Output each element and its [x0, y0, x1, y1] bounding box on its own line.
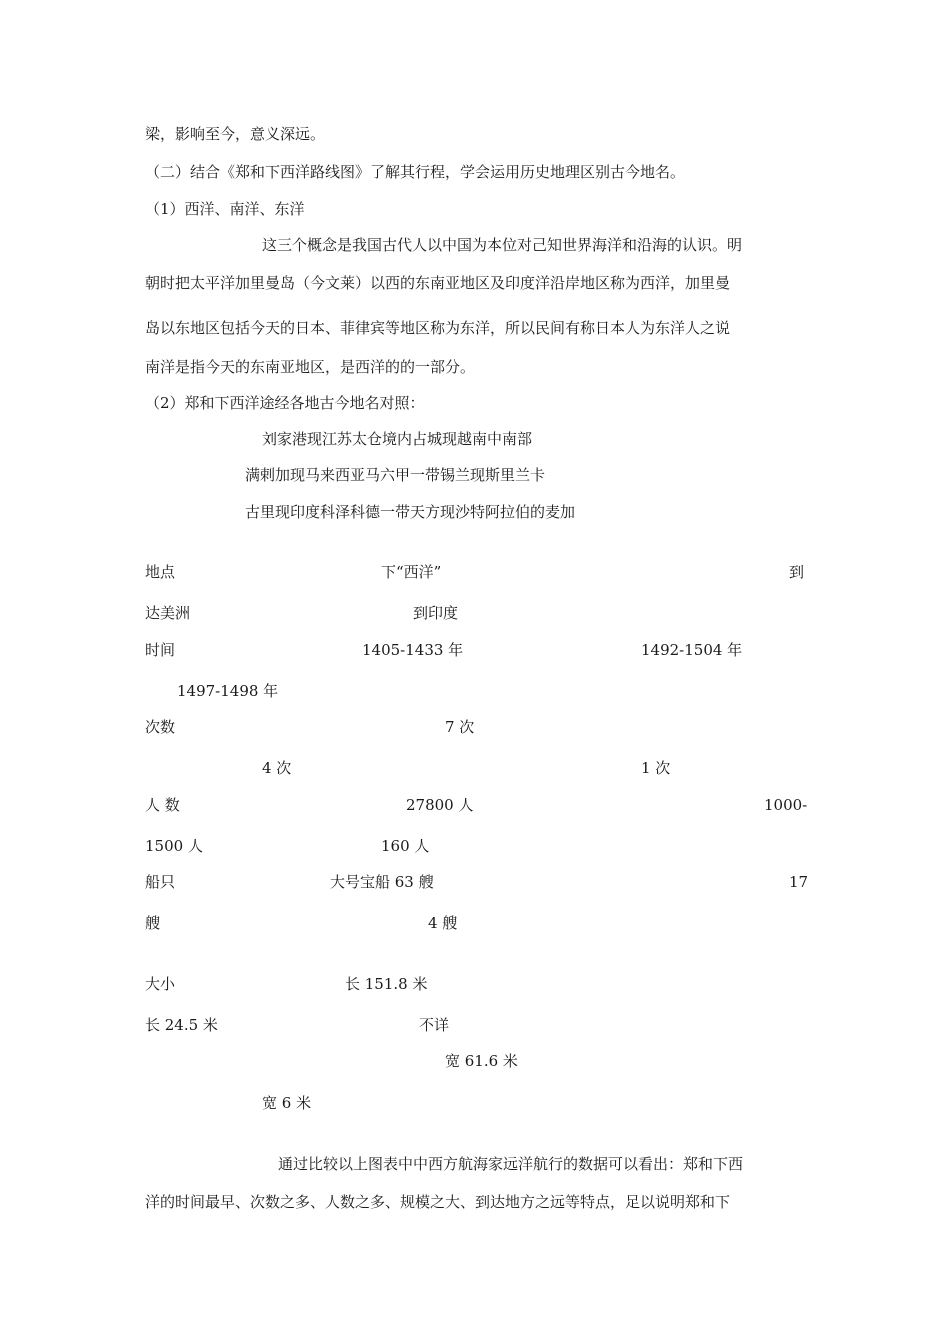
- section-2-heading: （二）结合《郑和下西洋路线图》了解其行程，学会运用历史地理区别古今地名。: [145, 163, 686, 181]
- people-zhenghe: 27800 人: [406, 796, 474, 814]
- time-zhenghe: 1405-1433 年: [362, 641, 464, 659]
- row-label-size: 大小: [145, 975, 176, 993]
- row-label-time: 时间: [145, 641, 176, 659]
- conclusion-line: 洋的时间最早、次数之多、人数之多、规模之大、到达地方之远等特点，足以说明郑和下: [145, 1193, 731, 1211]
- place-columbus-part2: 达美洲: [145, 604, 191, 622]
- place-zhenghe: 下“西洋”: [381, 563, 442, 581]
- place-name-line: 古里现印度科泽科德一带天方现沙特阿拉伯的麦加: [245, 503, 576, 521]
- people-columbus-part1: 1000-: [764, 796, 808, 814]
- time-columbus: 1492-1504 年: [641, 641, 743, 659]
- row-label-ships: 船只: [145, 873, 176, 891]
- row-label-place: 地点: [145, 563, 176, 581]
- place-name-line: 刘家港现江苏太仓境内占城现越南中南部: [262, 430, 533, 448]
- body-line: 南洋是指今天的东南亚地区，是西洋的的一部分。: [145, 358, 476, 376]
- size-columbus-length: 长 24.5 米: [145, 1016, 218, 1034]
- time-gama: 1497-1498 年: [177, 682, 279, 700]
- place-name-line: 满剌加现马来西亚马六甲一带锡兰现斯里兰卡: [245, 466, 546, 484]
- subsection-2-heading: （2）郑和下西洋途经各地古今地名对照：: [145, 394, 425, 412]
- place-columbus-part1: 到: [789, 563, 805, 581]
- size-columbus-width: 宽 6 米: [262, 1094, 312, 1112]
- subsection-1-heading: （1）西洋、南洋、东洋: [145, 200, 305, 218]
- size-zhenghe-length: 长 151.8 米: [345, 975, 428, 993]
- ships-gama: 4 艘: [428, 914, 458, 932]
- count-zhenghe: 7 次: [445, 718, 475, 736]
- row-label-people: 人 数: [145, 796, 180, 814]
- ships-columbus-part1: 17: [789, 873, 809, 891]
- place-gama: 到印度: [413, 604, 459, 622]
- count-columbus: 4 次: [262, 759, 292, 777]
- people-gama: 160 人: [381, 837, 430, 855]
- ships-zhenghe: 大号宝船 63 艘: [330, 873, 434, 891]
- body-line: 这三个概念是我国古代人以中国为本位对己知世界海洋和沿海的认识。明: [262, 236, 743, 254]
- body-line: 朝时把太平洋加里曼岛（今文莱）以西的东南亚地区及印度洋沿岸地区称为西洋，加里曼: [145, 274, 731, 292]
- count-gama: 1 次: [641, 759, 671, 777]
- conclusion-line: 通过比较以上图表中中西方航海家远洋航行的数据可以看出：郑和下西: [278, 1155, 744, 1173]
- size-zhenghe-width: 宽 61.6 米: [445, 1052, 518, 1070]
- size-gama: 不详: [419, 1016, 450, 1034]
- row-label-count: 次数: [145, 718, 176, 736]
- people-columbus-part2: 1500 人: [145, 837, 203, 855]
- paragraph-end: 梁，影响至今，意义深远。: [145, 125, 326, 143]
- ships-columbus-part2: 艘: [145, 914, 161, 932]
- body-line: 岛以东地区包括今天的日本、菲律宾等地区称为东洋，所以民间有称日本人为东洋人之说: [145, 319, 731, 337]
